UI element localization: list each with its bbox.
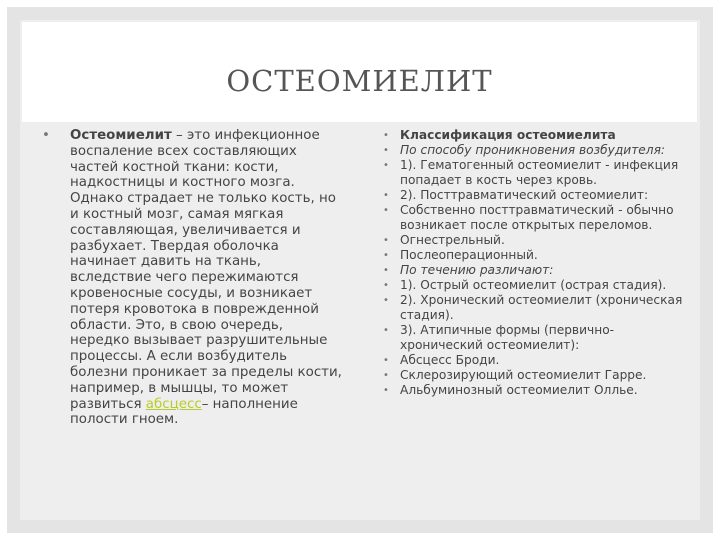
list-item	[383, 188, 683, 203]
left-paragraph	[42, 128, 342, 428]
list-item-text: 2). Посттравматический остеомиелит:	[400, 188, 649, 202]
list-item-text: Альбуминозный остеомиелит Оллье.	[400, 383, 638, 397]
list-item	[383, 368, 683, 383]
paragraph-end: – наполнение полости гноем.	[70, 396, 298, 428]
bullet-icon: •	[383, 160, 389, 171]
bullet-icon: •	[383, 235, 389, 246]
bullet-icon: •	[383, 130, 389, 141]
bullet-icon: •	[383, 325, 389, 336]
list-item-text: Склерозирующий остеомиелит Гарре.	[400, 368, 647, 382]
bullet-icon: •	[383, 250, 389, 261]
list-item-text: По течению различают:	[400, 263, 554, 277]
list-item-text: Послеоперационный.	[400, 248, 538, 262]
bullet-icon: •	[383, 370, 389, 381]
bullet-icon: •	[383, 355, 389, 366]
bullet-icon: •	[383, 205, 389, 216]
bullet-icon: •	[383, 190, 389, 201]
list-item	[383, 203, 683, 233]
right-column	[383, 128, 683, 398]
list-item	[383, 263, 683, 278]
abscess-link[interactable]: абсцесс	[145, 396, 202, 412]
bullet-icon: •	[383, 295, 389, 306]
list-item-text: Огнестрельный.	[400, 233, 505, 247]
list-item-text: 1). Гематогенный остеомиелит - инфекция попадает в кость через кровь.	[400, 158, 679, 187]
list-item	[383, 323, 683, 353]
list-item-text: Абсцесс Броди.	[400, 353, 500, 367]
paragraph-text: – это инфекционное воспаление всех составляющих частей костной ткани: кости, надкостницы и костного мозга. Однако страдает не только кость, но и костный мозг, самая мягкая составляющая, увеличивается и разбухает. Твердая оболочка начинает давить на ткань, вследствие чего пережимаются кровеносные сосуды, и возникает потеря кровотока в поврежденной области. Это, в свою очередь, нередко вызывает разрушительные процессы. А если возбудитель болезни проникает за пределы кости, например, в мышцы, то может развиться	[70, 128, 342, 412]
list-item-text: 3). Атипичные формы (первично-хронический остеомиелит):	[400, 323, 615, 352]
classification-list	[383, 128, 683, 398]
bullet-icon: •	[383, 265, 389, 276]
bullet-icon: •	[383, 145, 389, 156]
list-item	[383, 353, 683, 368]
list-item	[383, 383, 683, 398]
list-item-text: Классификация остеомиелита	[400, 128, 616, 142]
term: Остеомиелит	[70, 128, 172, 143]
list-item-text: По способу проникновения возбудителя:	[400, 143, 666, 157]
list-item-text: 1). Острый остеомиелит (острая стадия).	[400, 278, 667, 292]
list-item-text: 2). Хронический остеомиелит (хроническая стадия).	[400, 293, 683, 322]
list-item	[383, 248, 683, 263]
title-box	[22, 22, 697, 122]
list-item	[383, 143, 683, 158]
list-item	[383, 128, 683, 143]
list-item	[383, 233, 683, 248]
list-item	[383, 158, 683, 188]
list-item-text: Собственно посттравматический - обычно возникает после открытых переломов.	[400, 203, 674, 232]
bullet-icon: •	[42, 128, 50, 143]
list-item	[383, 278, 683, 293]
bullet-icon: •	[383, 280, 389, 291]
left-column	[42, 128, 342, 428]
bullet-icon: •	[383, 385, 389, 396]
slide-title: ОСТЕОМИЕЛИТ	[226, 64, 493, 98]
list-item	[383, 293, 683, 323]
